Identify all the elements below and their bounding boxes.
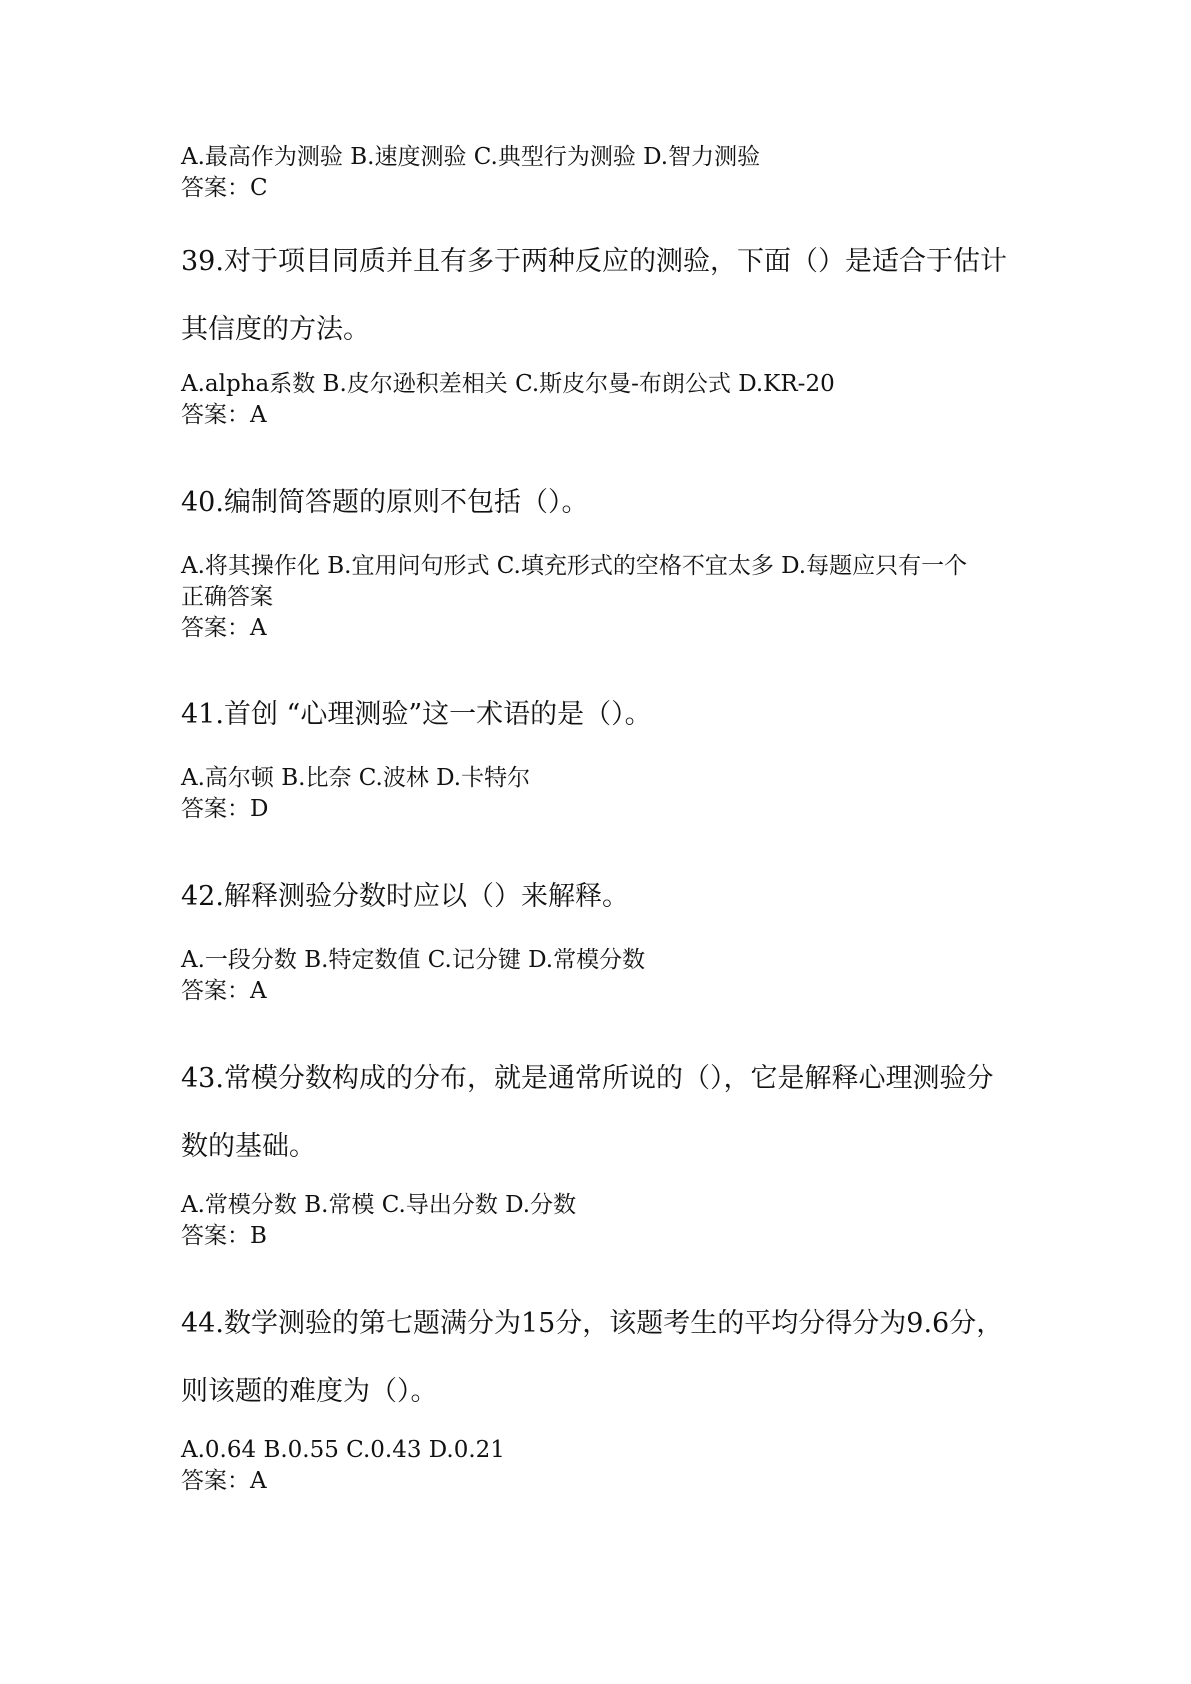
options-line: A.常模分数 B.常模 C.导出分数 D.分数 — [181, 1192, 577, 1218]
options-line: 正确答案 — [181, 584, 273, 610]
options-line: A.alpha系数 B.皮尔逊积差相关 C.斯皮尔曼-布朗公式 D.KR-20 — [181, 371, 835, 397]
question-44-text — [181, 1290, 1021, 1426]
question-41-options — [181, 763, 1021, 825]
question-43-options — [181, 1190, 1021, 1252]
question-40-options — [181, 551, 1021, 644]
answer-line: 答案：A — [181, 1468, 267, 1494]
question-line: 39.对于项目同质并且有多于两种反应的测验，下面（）是适合于估计 — [181, 246, 1007, 277]
question-44-options — [181, 1435, 1021, 1497]
options-line: A.将其操作化 B.宜用问句形式 C.填充形式的空格不宜太多 D.每题应只有一个 — [181, 553, 968, 579]
question-line: 40.编制简答题的原则不包括（）。 — [181, 487, 589, 518]
question-line: 数的基础。 — [181, 1131, 316, 1162]
options-line: A.一段分数 B.特定数值 C.记分键 D.常模分数 — [181, 947, 646, 973]
question-line: 则该题的难度为（）。 — [181, 1376, 438, 1407]
answer-line: 答案：C — [181, 175, 268, 201]
answer-line: 答案：A — [181, 402, 267, 428]
question-line: 42.解释测验分数时应以（）来解释。 — [181, 881, 629, 912]
answer-line: 答案：D — [181, 796, 269, 822]
question-line: 41.首创 “心理测验”这一术语的是（）。 — [181, 699, 652, 730]
question-40-text — [181, 469, 1021, 537]
question-39-options — [181, 369, 1021, 431]
question-43-text — [181, 1045, 1021, 1181]
options-line: A.高尔顿 B.比奈 C.波林 D.卡特尔 — [181, 765, 531, 791]
prev-question-block — [181, 142, 1021, 204]
question-41-text — [181, 681, 1021, 749]
options-line: A.0.64 B.0.55 C.0.43 D.0.21 — [181, 1437, 505, 1463]
question-line: 43.常模分数构成的分布，就是通常所说的（），它是解释心理测验分 — [181, 1063, 994, 1094]
question-42-text — [181, 863, 1021, 931]
answer-line: 答案：A — [181, 978, 267, 1004]
options-line: A.最高作为测验 B.速度测验 C.典型行为测验 D.智力测验 — [181, 144, 761, 170]
answer-line: 答案：B — [181, 1223, 267, 1249]
answer-line: 答案：A — [181, 615, 267, 641]
question-line: 其信度的方法。 — [181, 314, 370, 345]
question-39-text — [181, 228, 1021, 364]
question-line: 44.数学测验的第七题满分为15分，该题考生的平均分得分为9.6分， — [181, 1308, 1004, 1339]
question-42-options — [181, 945, 1021, 1007]
